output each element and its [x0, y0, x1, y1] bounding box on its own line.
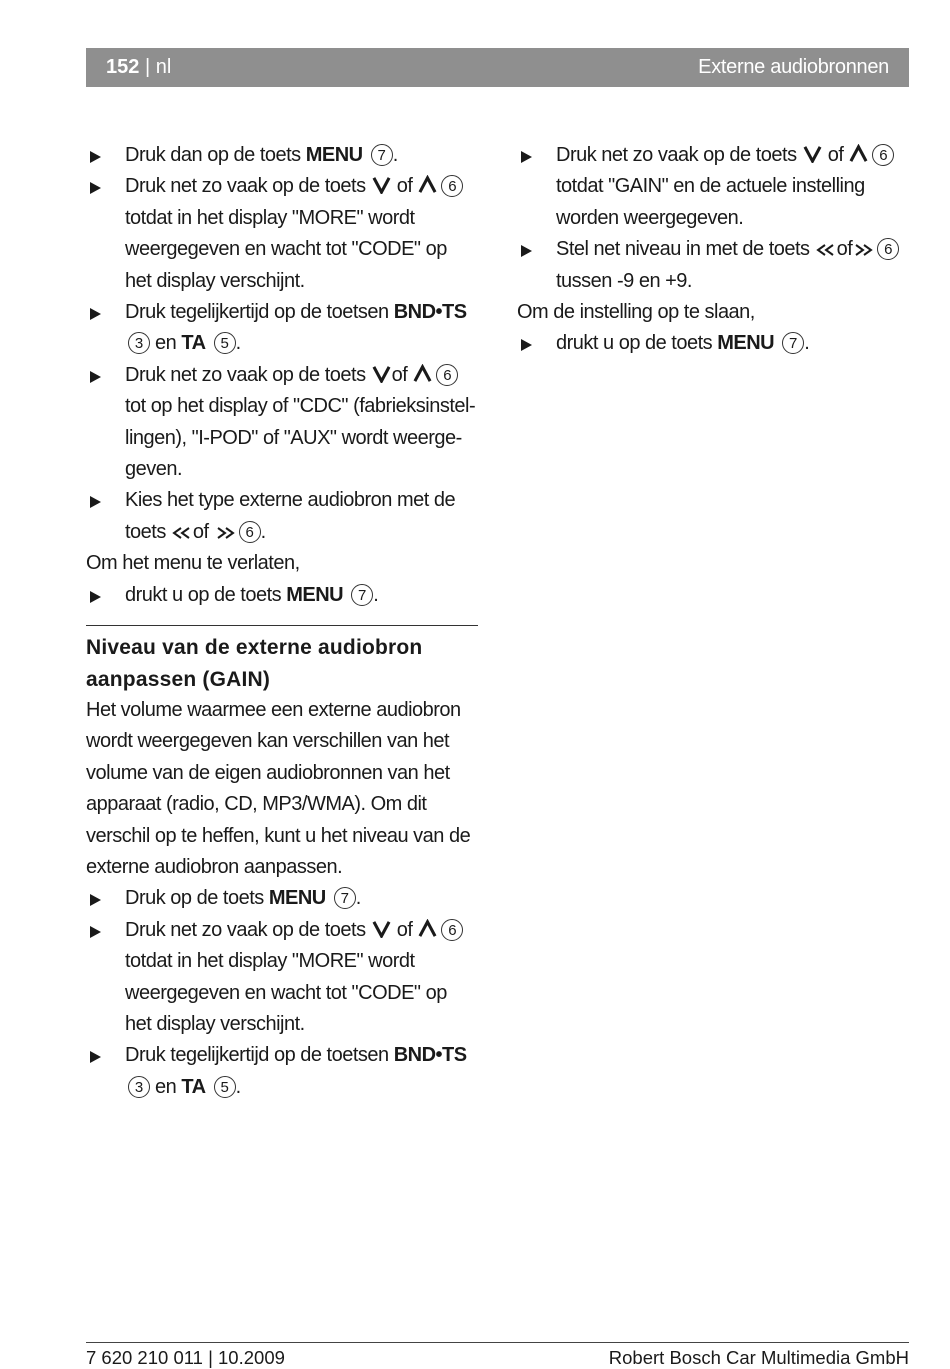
step-text: Druk net zo vaak op de toets [556, 144, 802, 166]
triangle-bullet-icon [90, 926, 101, 938]
step-text: Druk tegelijkertijd op de toetsen [125, 301, 394, 324]
footer-divider [86, 1342, 909, 1343]
key-menu: MENU [717, 332, 775, 355]
key-number-badge: 6 [239, 521, 261, 543]
triangle-bullet-icon [521, 245, 532, 257]
triangle-bullet-icon [90, 151, 101, 163]
step-press-menu-save [517, 328, 909, 359]
step-scroll-more-gain [86, 915, 478, 1041]
step-text: . [260, 520, 266, 543]
paragraph-exit-menu: Om het menu te verlaten, [86, 552, 300, 575]
step-text: Druk tegelijkertijd op de toetsen [125, 1044, 394, 1067]
page-number: 152 [106, 56, 140, 78]
step-text: . [373, 583, 379, 606]
section-heading-gain: Niveau van de externe audiobron aanpassen (GAIN) [86, 636, 423, 691]
step-text: of [391, 363, 413, 386]
header-page-info [106, 56, 171, 79]
key-number-badge: 6 [872, 144, 894, 166]
chevron-up-icon [418, 175, 437, 194]
chevron-up-icon [849, 144, 868, 163]
key-menu: MENU [305, 144, 363, 166]
step-text: drukt u op de toets [556, 332, 718, 355]
triangle-bullet-icon [521, 151, 532, 163]
double-chevron-right-icon [853, 243, 873, 257]
step-text: of [391, 175, 418, 198]
step-text: of [822, 144, 849, 166]
step-text: . [804, 332, 810, 355]
double-chevron-left-icon [816, 243, 836, 257]
step-scroll-more [86, 171, 478, 297]
step-press-menu-exit [86, 580, 478, 611]
step-select-source-display [86, 360, 478, 486]
step-text: tot op het display of "CDC" (fabrieksinstel-lingen), "I-POD" of "AUX" wordt weerge-geven. [125, 395, 476, 481]
key-menu: MENU [268, 887, 326, 910]
key-bnd-ts: BND•TS [393, 1044, 467, 1067]
key-number-badge: 6 [441, 919, 463, 941]
chevron-up-icon [413, 364, 432, 383]
step-text: totdat "GAIN" en de actuele instelling worden weergegeven. [556, 175, 865, 229]
step-text: . [392, 144, 398, 166]
triangle-bullet-icon [90, 496, 101, 508]
step-text: totdat in het display "MORE" wordt weergegeven en wacht tot "CODE" op het display verschijnt. [125, 950, 447, 1035]
chevron-up-icon [418, 919, 437, 938]
step-text: totdat in het display "MORE" wordt weergegeven en wacht tot "CODE" op het display verschijnt. [125, 206, 447, 292]
triangle-bullet-icon [90, 308, 101, 320]
step-text: . [235, 1075, 241, 1098]
key-number-badge: 6 [441, 175, 463, 197]
triangle-bullet-icon [90, 894, 101, 906]
key-number-badge: 7 [351, 584, 373, 606]
paragraph-gain-intro: Het volume waarmee een externe audiobron wordt weergegeven kan verschillen van het volume van de eigen audiobronnen van het apparaat (radio, CD, MP3/WMA). Om dit verschil op te heffen, kunt u het niveau van de externe audiobron aanpassen. [86, 698, 471, 878]
paragraph-save-setting: Om de instelling op te slaan, [517, 301, 755, 324]
triangle-bullet-icon [90, 371, 101, 383]
right-column [517, 140, 909, 360]
step-choose-source-type [86, 485, 478, 548]
step-press-bnd-ta-gain [86, 1040, 478, 1103]
header-language: nl [155, 56, 172, 78]
chevron-down-icon [372, 364, 391, 383]
key-number-badge: 7 [782, 332, 804, 354]
step-text: Stel net niveau in met de toets [556, 238, 815, 261]
section-title: Externe audiobronnen [698, 56, 889, 78]
step-press-menu-gain [86, 883, 478, 914]
key-ta: TA [181, 1075, 206, 1098]
triangle-bullet-icon [521, 339, 532, 351]
step-text: Druk net zo vaak op de toets [125, 918, 371, 941]
key-number-badge: 6 [436, 364, 458, 386]
triangle-bullet-icon [90, 591, 101, 603]
key-number-badge: 3 [128, 1076, 150, 1098]
step-text: en [150, 1075, 182, 1098]
key-bnd-ts: BND•TS [393, 301, 467, 324]
step-text: drukt u op de toets [125, 583, 287, 606]
triangle-bullet-icon [90, 1051, 101, 1063]
key-number-badge: 7 [371, 144, 393, 166]
double-chevron-right-icon [215, 526, 235, 540]
step-text: of [836, 238, 853, 261]
key-number-badge: 5 [214, 332, 236, 354]
key-menu: MENU [286, 583, 344, 606]
step-set-level [517, 234, 909, 297]
step-text: of [391, 918, 418, 941]
section-divider [86, 625, 478, 626]
footer-company: Robert Bosch Car Multimedia GmbH [608, 1347, 909, 1368]
step-text: Druk net zo vaak op de toets [125, 175, 371, 198]
step-text: Kies het type externe audiobron met de toets [125, 489, 456, 543]
chevron-down-icon [372, 175, 391, 194]
step-press-menu [86, 140, 478, 171]
key-number-badge: 6 [877, 238, 899, 260]
step-text: Druk dan op de toets [125, 144, 306, 166]
step-press-bnd-ta [86, 297, 478, 360]
step-text: . [355, 887, 361, 910]
key-number-badge: 7 [334, 887, 356, 909]
triangle-bullet-icon [90, 182, 101, 194]
step-text: . [235, 332, 241, 355]
step-text: Druk net zo vaak op de toets [125, 363, 371, 386]
left-column [86, 140, 478, 1103]
key-number-badge: 5 [214, 1076, 236, 1098]
header-separator: | [144, 56, 151, 78]
footer-doc-number: 7 620 210 011 | 10.2009 [86, 1347, 285, 1368]
step-scroll-gain [517, 140, 909, 234]
page-header [86, 48, 909, 87]
chevron-down-icon [803, 144, 822, 163]
key-number-badge: 3 [128, 332, 150, 354]
double-chevron-left-icon [172, 526, 192, 540]
key-ta: TA [181, 332, 206, 355]
step-text: tussen -9 en +9. [556, 269, 692, 292]
step-text: en [150, 332, 182, 355]
step-text: of [192, 520, 214, 543]
step-text: Druk op de toets [125, 887, 269, 910]
chevron-down-icon [372, 919, 391, 938]
